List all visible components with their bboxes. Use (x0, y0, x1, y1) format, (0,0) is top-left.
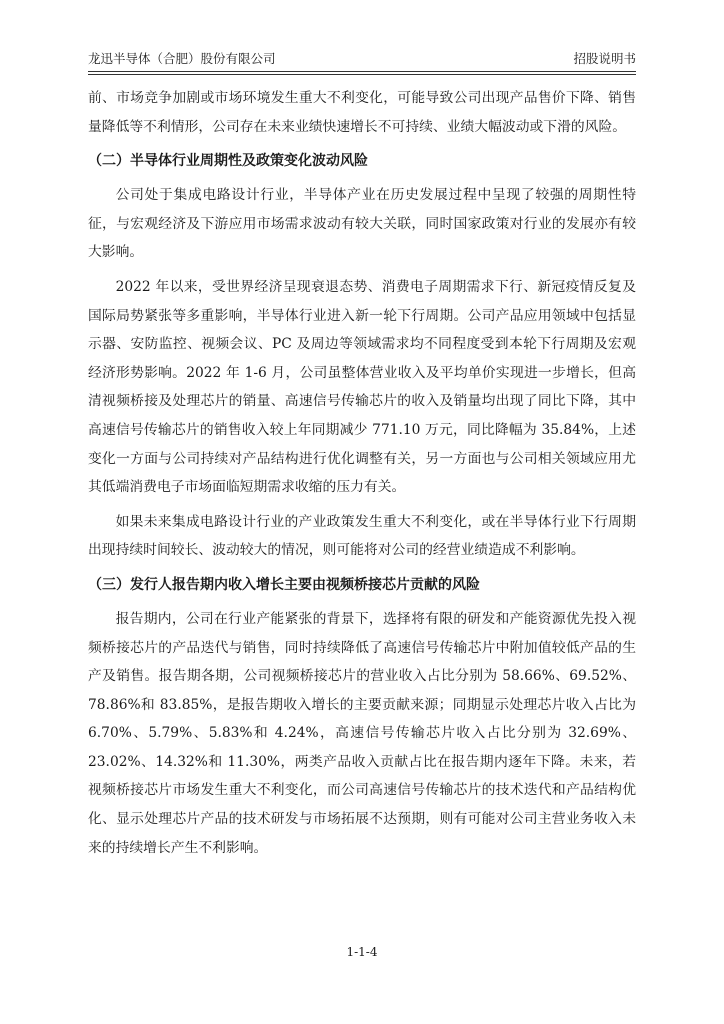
page-number: 1-1-4 (346, 945, 378, 959)
document-body (88, 84, 636, 868)
header-divider (88, 71, 636, 72)
page-header (88, 48, 636, 70)
paragraph-continued: 前、市场竞争加剧或市场环境发生重大不利变化，可能导致公司出现产品售价下降、销售量降低等不利情形，公司存在未来业绩快速增长不可持续、业绩大幅波动或下滑的风险。 (88, 90, 636, 135)
section-heading-2: （二）半导体行业周期性及政策变化波动风险 (88, 153, 368, 170)
paragraph: 公司处于集成电路设计行业，半导体产业在历史发展过程中呈现了较强的周期性特征，与宏观经济及下游应用市场需求波动有较大关联，同时国家政策对行业的发展亦有较大影响。 (88, 187, 636, 261)
paragraph: 2022 年以来，受世界经济呈现衰退态势、消费电子周期需求下行、新冠疫情反复及国际局势紧张等多重影响，半导体行业进入新一轮下行周期。公司产品应用领域中包括显示器、安防监控、视频会议、PC 及周边等领域需求均不同程度受到本轮下行周期及宏观经济形势影响。2022 年 1-6 月，公司虽整体营业收入及平均单价实现进一步增长，但高清视频桥接及处理芯片的销量、高速信号传输芯片的收入及销量均出现了同比下降，其中高速信号传输芯片的销售收入较上年同期减少 771.10 万元，同比降幅为 35.84%，上述变化一方面与公司持续对产品结构进行优化调整有关，另一方面也与公司相关领域应用尤其低端消费电子市场面临短期需求收缩的压力有关。 (88, 278, 636, 496)
paragraph: 报告期内，公司在行业产能紧张的背景下，选择将有限的研发和产能资源优先投入视频桥接芯片的产品迭代与销售，同时持续降低了高速信号传输芯片中附加值较低产品的生产及销售。报告期各期，公司视频桥接芯片的营业收入占比分别为 58.66%、69.52%、78.86%和 83.85%，是报告期收入增长的主要贡献来源；同期显示处理芯片收入占比为 6.70%、5.79%、5.83%和 4.24%，高速信号传输芯片收入占比分别为 32.69%、23.02%、14.32%和 11.30%，两类产品收入贡献占比在报告期内逐年下降。未来，若视频桥接芯片市场发生重大不利变化，而公司高速信号传输芯片的技术迭代和产品结构优化、显示处理芯片产品的技术研发与市场拓展不达预期，则有可能对公司主营业务收入未来的持续增长产生不利影响。 (88, 610, 636, 856)
section-heading-3: （三）发行人报告期内收入增长主要由视频桥接芯片贡献的风险 (88, 576, 480, 593)
paragraph: 如果未来集成电路设计行业的产业政策发生重大不利变化，或在半导体行业下行周期出现持续时间较长、波动较大的情况，则可能将对公司的经营业绩造成不利影响。 (88, 513, 636, 559)
header-document-type: 招股说明书 (573, 51, 636, 66)
header-company-name: 龙迅半导体（合肥）股份有限公司 (88, 51, 276, 66)
header-divider-thin (88, 74, 636, 75)
